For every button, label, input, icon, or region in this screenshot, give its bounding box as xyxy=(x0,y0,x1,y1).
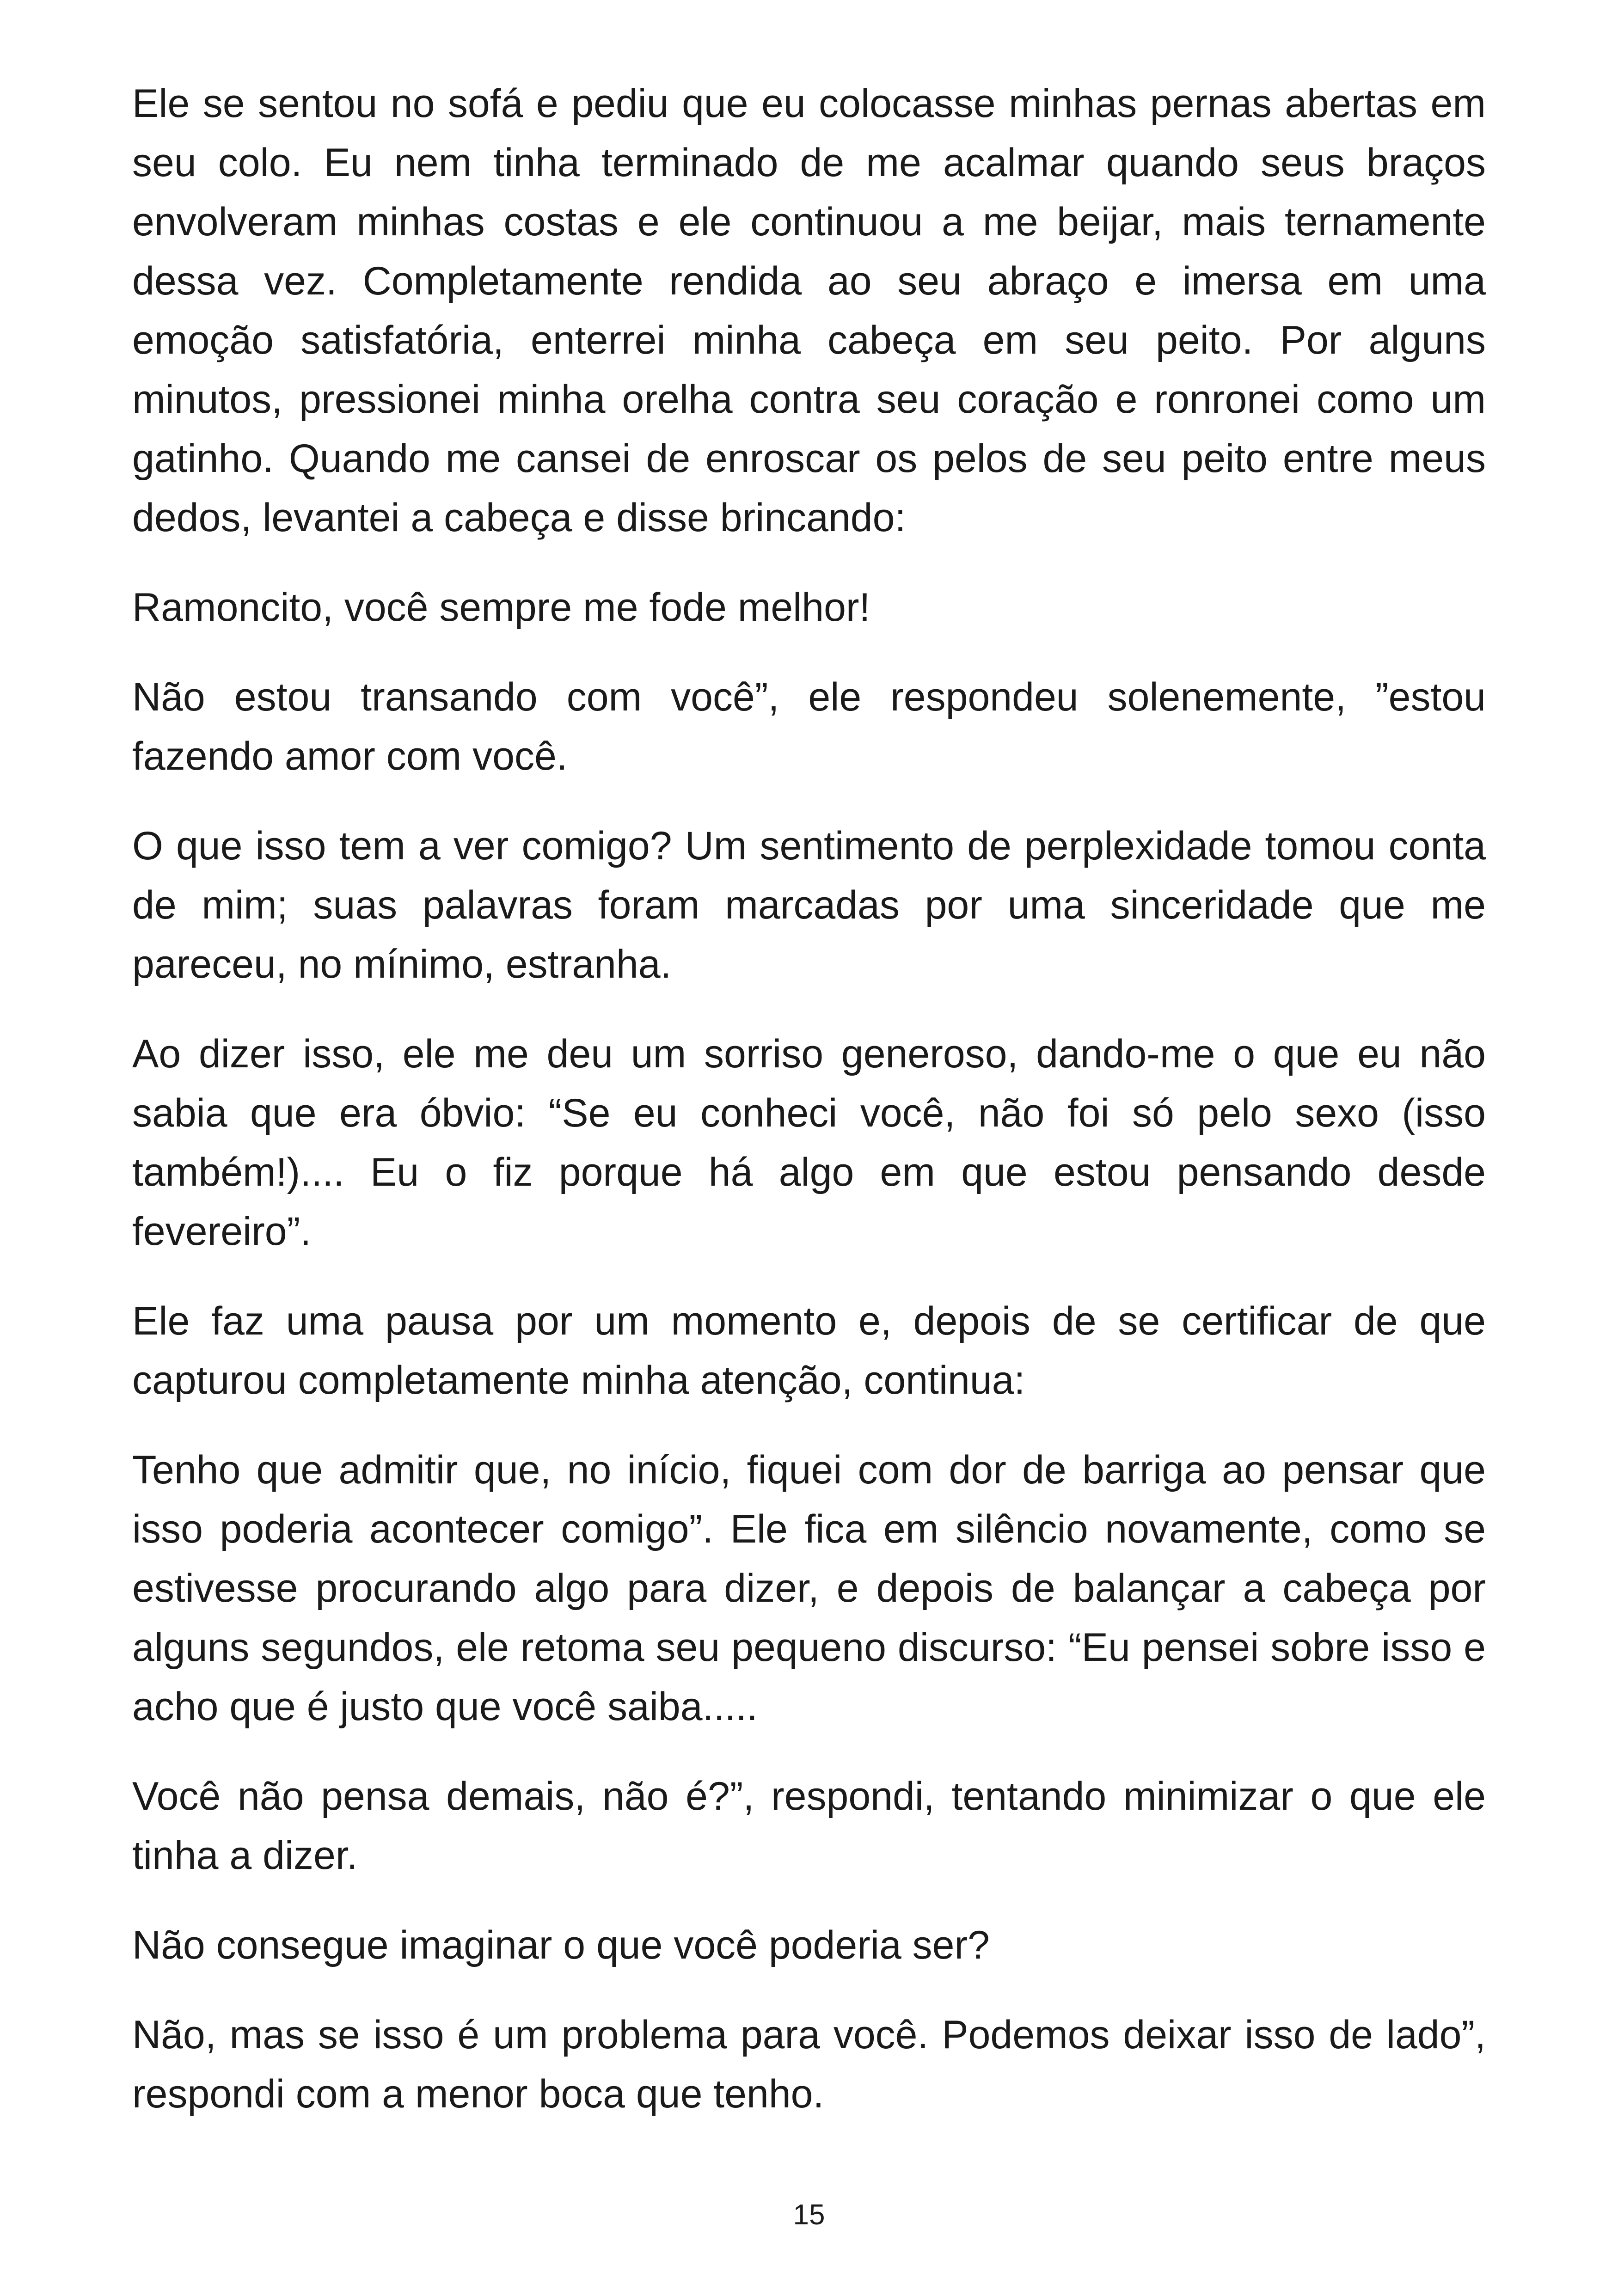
paragraph: Ramoncito, você sempre me fode melhor! xyxy=(132,585,870,630)
paragraph: Ao dizer isso, ele me deu um sorriso generoso, dando-me o que eu não sabia que era óbvio: “Se eu conheci você, não foi só pelo sexo (isso também!).... Eu o fiz porque há algo em que estou pensando desde fevereiro”. xyxy=(132,1032,1486,1254)
paragraph: Tenho que admitir que, no início, fiquei com dor de barriga ao pensar que isso poderia acontecer comigo”. Ele fica em silêncio novamente, como se estivesse procurando algo para dizer, e depois de balançar a cabeça por alguns segundos, ele retoma seu pequeno discurso: “Eu pensei sobre isso e acho que é justo que você saiba..... xyxy=(132,1448,1486,1729)
paragraph: Ele se sentou no sofá e pediu que eu colocasse minhas pernas abertas em seu colo. Eu nem tinha terminado de me acalmar quando seus braços envolveram minhas costas e ele continuou a me beijar, mais ternamente dessa vez. Completamente rendida ao seu abraço e imersa em uma emoção satisfatória, enterrei minha cabeça em seu peito. Por alguns minutos, pressionei minha orelha contra seu coração e ronronei como um gatinho. Quando me cansei de enroscar os pelos de seu peito entre meus dedos, levantei a cabeça e disse brincando: xyxy=(132,81,1486,540)
page-number: 15 xyxy=(793,2199,825,2231)
paragraph: Não, mas se isso é um problema para você. Podemos deixar isso de lado”, respondi com a menor boca que tenho. xyxy=(132,2013,1486,2116)
body-text xyxy=(132,74,1486,2154)
paragraph: Não consegue imaginar o que você poderia ser? xyxy=(132,1923,990,1967)
paragraph: Não estou transando com você”, ele respondeu solenemente, ”estou fazendo amor com você. xyxy=(132,675,1486,778)
paragraph: O que isso tem a ver comigo? Um sentimento de perplexidade tomou conta de mim; suas palavras foram marcadas por uma sinceridade que me pareceu, no mínimo, estranha. xyxy=(132,824,1486,986)
paragraph: Você não pensa demais, não é?”, respondi, tentando minimizar o que ele tinha a dizer. xyxy=(132,1774,1486,1878)
paragraph: Ele faz uma pausa por um momento e, depois de se certificar de que capturou completamente minha atenção, continua: xyxy=(132,1299,1486,1402)
